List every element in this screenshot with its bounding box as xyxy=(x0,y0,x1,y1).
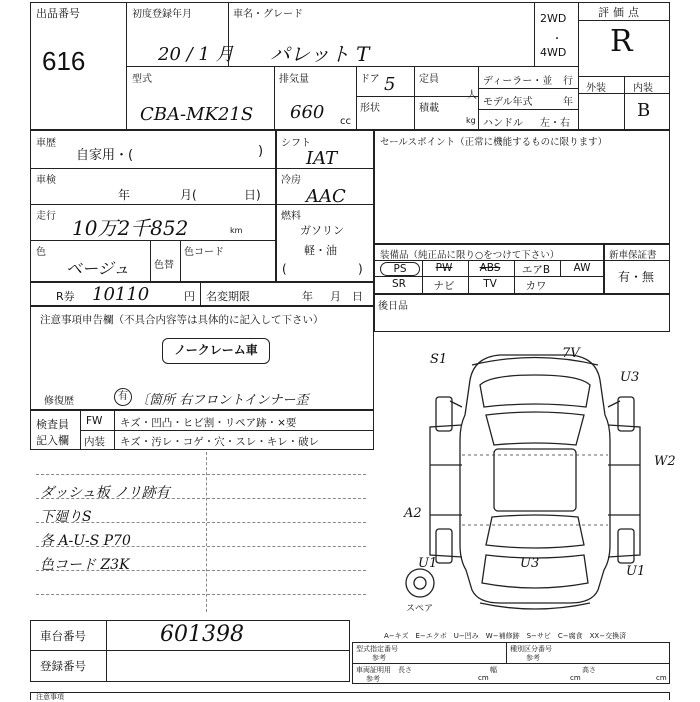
doors-label: ドア xyxy=(360,74,380,85)
first-reg-value: 20 / 1 月 xyxy=(158,44,234,65)
divider xyxy=(356,96,478,97)
divider xyxy=(578,2,579,130)
drive-2wd: 2WD xyxy=(540,12,567,25)
divider xyxy=(80,430,374,431)
rule-line xyxy=(36,474,366,475)
shift-value: IAT xyxy=(306,148,338,169)
car-name-value: パレット T xyxy=(270,42,370,66)
lot-label: 出品番号 xyxy=(36,7,80,20)
footer-frame xyxy=(30,692,670,700)
model-type-value: CBA-MK21S xyxy=(140,104,254,125)
fuel-diesel: 軽・油 xyxy=(304,244,337,257)
mark-u3-front: U3 xyxy=(620,370,640,385)
divider xyxy=(30,168,276,169)
divider xyxy=(578,20,670,21)
shaken-year: 年 xyxy=(118,188,131,202)
capacity-label: 定員 xyxy=(419,74,439,85)
color-value: ベージュ xyxy=(66,259,130,278)
color-change-label: 色替 xyxy=(154,260,174,271)
history-value: 自家用・( xyxy=(76,148,134,163)
fuel-gas: ガソリン xyxy=(300,224,344,237)
equip-airbag[interactable]: エアB xyxy=(521,264,551,276)
grade-value: R xyxy=(610,24,633,59)
interior-label: 内装 xyxy=(633,83,653,94)
first-reg-label: 初度登録年月 xyxy=(132,9,192,20)
divider xyxy=(274,66,275,130)
shift-label: シフト xyxy=(281,138,311,149)
handle-value: 左・右 xyxy=(540,118,570,129)
divider xyxy=(126,66,578,67)
equip-ps[interactable]: PS xyxy=(380,262,420,276)
spare-label: スペア xyxy=(406,604,434,614)
divider xyxy=(514,260,515,294)
fuel-paren-close: ) xyxy=(358,262,363,276)
divider xyxy=(478,109,578,110)
legend-width: 幅 xyxy=(490,666,497,674)
divider xyxy=(356,66,357,130)
interior-row-label: 内装 xyxy=(84,436,105,448)
shaken-label: 車検 xyxy=(36,175,56,186)
equip-tv[interactable]: TV xyxy=(483,278,497,290)
divider xyxy=(560,260,561,276)
legend-box2: 種別区分番号 xyxy=(510,645,552,653)
divider xyxy=(180,240,181,282)
divider xyxy=(374,260,604,261)
equipment-row2 xyxy=(376,278,602,292)
divider xyxy=(506,642,507,663)
equip-abs[interactable]: ABS xyxy=(479,262,501,274)
rule-line xyxy=(206,452,207,612)
legend-box2-ref: 参考 xyxy=(526,654,540,662)
chassis-label: 車台番号 xyxy=(40,629,86,643)
displacement-value: 660 xyxy=(290,102,325,123)
doors-value: 5 xyxy=(384,74,396,95)
equip-aw[interactable]: AW xyxy=(573,262,591,274)
no-claim-badge: ノークレーム車 xyxy=(162,338,270,364)
repair-detail: 〔箇所 右フロントインナー歪 xyxy=(136,393,309,408)
divider xyxy=(422,260,423,294)
recycle-label: R券 xyxy=(56,290,75,303)
warranty-value: 有・無 xyxy=(618,270,655,284)
mark-7v: 7V xyxy=(562,346,580,361)
equip-sr[interactable]: SR xyxy=(392,278,406,290)
divider xyxy=(276,168,374,169)
deadline-label: 名変期限 xyxy=(206,290,250,303)
divider xyxy=(468,260,469,294)
inspector-label: 検査員 xyxy=(36,418,69,431)
remark-4: 色コード Z3K xyxy=(40,557,130,573)
divider xyxy=(106,620,107,682)
mark-u1-left: U1 xyxy=(418,556,438,571)
recycle-value: 10110 xyxy=(92,284,150,305)
legend-unit-3: cm xyxy=(656,674,667,682)
later-docs-frame xyxy=(374,294,670,332)
model-year-suffix: 年 xyxy=(563,97,573,108)
shaken-month: 月( xyxy=(180,188,197,202)
divider xyxy=(228,2,229,66)
interior-items: キズ・汚レ・コゲ・穴・スレ・キレ・破レ xyxy=(120,436,320,448)
remark-1: ダッシュ板 ノリ跡有 xyxy=(40,485,170,501)
divider xyxy=(30,650,350,651)
car-damage-diagram xyxy=(400,345,676,620)
fw-items: キズ・凹凸・ヒビ割・リペア跡・×要 xyxy=(120,417,297,429)
divider xyxy=(604,260,670,261)
drive-4wd: 4WD xyxy=(540,46,567,59)
divider xyxy=(578,93,670,94)
registration-label: 登録番号 xyxy=(40,659,86,673)
damage-legend: A−キズ E−エクボ U−凹み W−補修跡 S−サビ C−腐食 XX−交換済 xyxy=(384,632,627,640)
divider xyxy=(276,204,374,205)
divider xyxy=(200,282,201,306)
footer-label: 注意事項 xyxy=(36,693,64,701)
notice-label: 注意事項申告欄（不具合内容等は具体的に記入して下さい） xyxy=(40,314,324,326)
rule-line xyxy=(36,594,366,595)
fw-label: FW xyxy=(86,415,103,427)
deadline-year: 年 xyxy=(302,290,313,303)
load-label: 積載 xyxy=(419,103,439,114)
color-label: 色 xyxy=(36,247,46,258)
later-docs-label: 後日品 xyxy=(378,301,408,312)
car-name-label: 車名・グレード xyxy=(233,9,303,20)
divider xyxy=(374,276,604,277)
mark-s1: S1 xyxy=(430,352,448,367)
dealer-suffix: 行 xyxy=(563,76,573,87)
legend-length: 長さ xyxy=(398,666,412,674)
repair-mark: 有 xyxy=(114,388,132,406)
remark-3: 各 A-U-S P70 xyxy=(40,533,131,549)
divider xyxy=(534,2,535,66)
mark-u1-right: U1 xyxy=(626,564,646,579)
entry-label: 記入欄 xyxy=(36,434,69,447)
equip-pw[interactable]: PW xyxy=(435,262,453,274)
exterior-label: 外装 xyxy=(586,83,606,94)
load-unit: kg xyxy=(466,116,476,125)
divider xyxy=(624,76,625,130)
handle-label: ハンドル xyxy=(483,118,523,129)
mileage-unit: km xyxy=(230,226,243,235)
fuel-paren-open: ( xyxy=(282,262,287,276)
mileage-value: 10万2千852 xyxy=(72,216,189,240)
fuel-label: 燃料 xyxy=(281,211,301,222)
dealer-label: ディーラー・並 xyxy=(483,76,553,87)
mileage-label: 走行 xyxy=(36,211,56,222)
legend-unit-1: cm xyxy=(478,674,489,682)
warranty-label: 新車保証書 xyxy=(609,250,657,261)
shaken-day: 日) xyxy=(244,188,261,202)
lot-number: 616 xyxy=(42,46,86,76)
history-label: 車歴 xyxy=(36,138,56,149)
recycle-frame xyxy=(30,282,374,306)
shape-label: 形状 xyxy=(360,103,380,114)
model-type-label: 型式 xyxy=(132,74,152,85)
aircon-value: AAC xyxy=(306,186,346,207)
color-code-label: 色コード xyxy=(184,247,224,258)
recycle-unit: 円 xyxy=(184,290,195,303)
divider xyxy=(478,88,578,89)
divider xyxy=(150,240,151,282)
aircon-label: 冷房 xyxy=(281,175,301,186)
divider xyxy=(478,66,479,130)
legend-box1: 型式指定番号 xyxy=(356,645,398,653)
equip-leather[interactable]: カワ xyxy=(525,280,547,292)
legend-unit-2: cm xyxy=(570,674,581,682)
grade-label: 評価点 xyxy=(598,6,643,19)
interior-grade: B xyxy=(637,100,651,121)
legend-box3-ref: 参考 xyxy=(366,675,380,683)
legend-box1-ref: 参考 xyxy=(372,654,386,662)
deadline-day: 日 xyxy=(352,290,363,303)
mark-w2: W2 xyxy=(654,454,676,469)
divider xyxy=(30,204,276,205)
legend-box3: 車両証明用 xyxy=(356,666,391,674)
divider xyxy=(30,240,276,241)
repair-label: 修復歴 xyxy=(44,396,74,407)
legend-height: 高さ xyxy=(582,666,596,674)
remark-2: 下廻りS xyxy=(40,509,92,525)
model-year-label: モデル年式 xyxy=(483,97,533,108)
displacement-label: 排気量 xyxy=(279,74,309,85)
equip-navi[interactable]: ナビ xyxy=(433,280,455,292)
mark-a2: A2 xyxy=(404,506,422,521)
capacity-unit: 人 xyxy=(467,90,477,101)
chassis-value: 601398 xyxy=(160,622,244,647)
deadline-month: 月 xyxy=(330,290,341,303)
mark-u3-rear: U3 xyxy=(520,556,540,571)
equipment-row1 xyxy=(376,262,602,276)
equipment-label: 装備品（純正品に限り○をつけて下さい） xyxy=(380,250,560,261)
divider xyxy=(352,663,670,664)
divider xyxy=(114,410,115,450)
history-close: ) xyxy=(258,144,264,159)
divider xyxy=(414,66,415,130)
sales-point-label: セールスポイント（正常に機能するものに限ります） xyxy=(380,137,608,148)
drive-dot: ・ xyxy=(552,34,562,45)
displacement-unit: cc xyxy=(340,116,351,127)
